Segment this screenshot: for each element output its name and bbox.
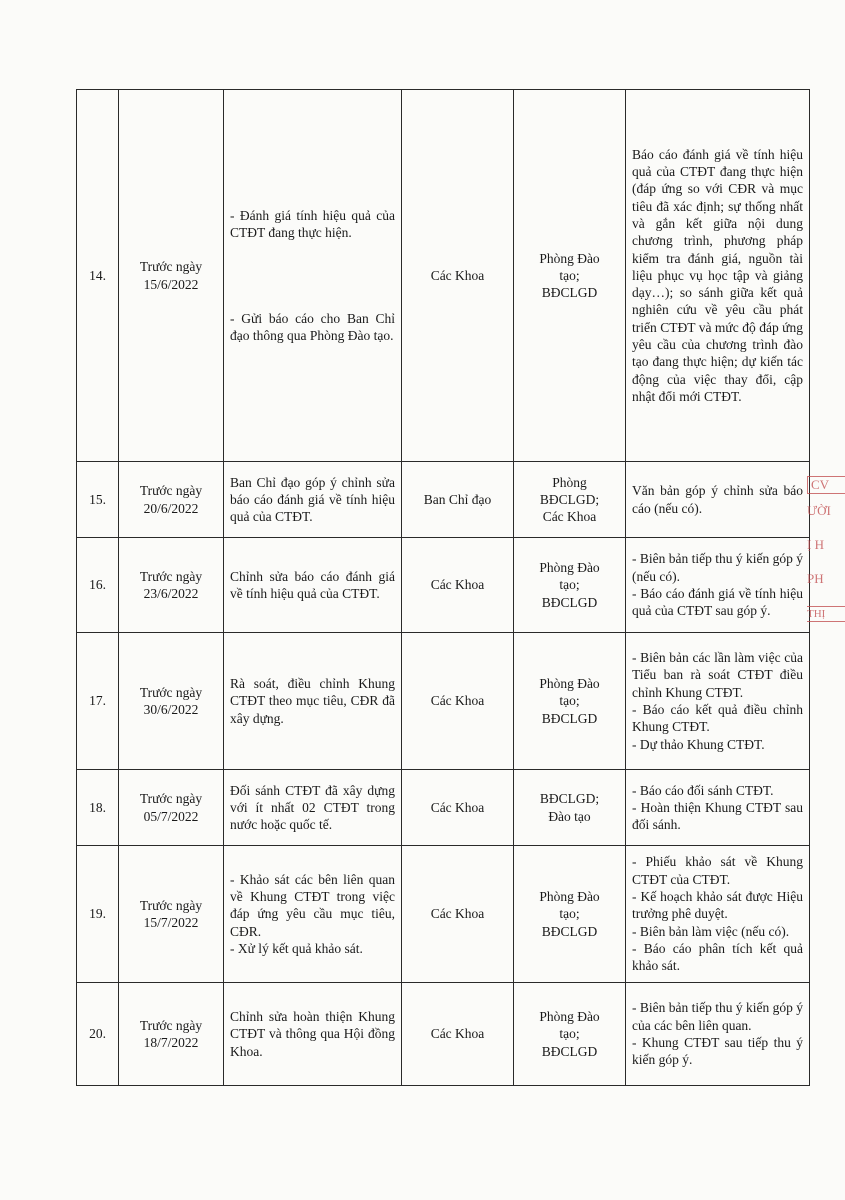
- task-text: - Gửi báo cáo cho Ban Chỉ đạo thông qua Phòng Đào tạo.: [230, 310, 395, 343]
- output-text: - Khung CTĐT sau tiếp thu ý kiến góp ý.: [632, 1035, 803, 1068]
- responsible-unit: Ban Chỉ đạo: [423, 491, 492, 507]
- row-number-cell: [77, 983, 119, 1086]
- responsible-unit: Các Khoa: [430, 577, 485, 593]
- task-cell: [224, 633, 402, 770]
- deadline-text: 15/6/2022: [143, 276, 199, 292]
- table-row: [77, 538, 810, 633]
- output-text: - Báo cáo kết quả điều chỉnh Khung CTĐT.: [632, 702, 803, 735]
- output-text: Văn bản góp ý chỉnh sửa báo cáo (nếu có).: [632, 483, 803, 516]
- output-cell: [626, 538, 810, 633]
- stamp-text-3: Ị H: [807, 537, 824, 552]
- stamp-text-5: THỊ: [807, 606, 845, 622]
- task-text: Rà soát, điều chỉnh Khung CTĐT theo mục tiêu, CĐR đã xây dựng.: [230, 676, 395, 726]
- responsible-unit-cell: [402, 983, 514, 1086]
- output-text: - Biên bản các lần làm việc của Tiểu ban rà soát CTĐT điều chỉnh Khung CTĐT.: [632, 650, 803, 700]
- row-number-cell: [77, 90, 119, 462]
- deadline-cell: [119, 846, 224, 983]
- output-text: - Báo cáo đánh giá về tính hiệu quả của CTĐT sau góp ý.: [632, 586, 803, 619]
- task-text: Chỉnh sửa báo cáo đánh giá về tính hiệu quả của CTĐT.: [230, 568, 395, 601]
- deadline-text: 23/6/2022: [143, 586, 199, 601]
- table-row: [77, 846, 810, 983]
- output-cell: [626, 983, 810, 1086]
- deadline-text: 30/6/2022: [143, 702, 199, 717]
- task-text: Đối sánh CTĐT đã xây dựng với ít nhất 02 CTĐT trong nước hoặc quốc tế.: [230, 782, 395, 833]
- output-cell: [626, 462, 810, 538]
- coordinating-unit: tạo;: [559, 577, 580, 593]
- coordinating-unit-cell: [514, 633, 626, 770]
- output-cell: [626, 846, 810, 983]
- task-text: - Đánh giá tính hiệu quả của CTĐT đang thực hiện.: [230, 207, 395, 241]
- responsible-unit: Các Khoa: [430, 906, 485, 922]
- coordinating-unit-cell: [514, 983, 626, 1086]
- deadline-text: Trước ngày: [139, 897, 203, 913]
- responsible-unit-cell: [402, 90, 514, 462]
- coordinating-unit: tạo;: [559, 1026, 580, 1042]
- row-number: 15.: [89, 491, 106, 507]
- deadline-cell: [119, 633, 224, 770]
- row-number-cell: [77, 462, 119, 538]
- deadline-cell: [119, 462, 224, 538]
- deadline-text: Trước ngày: [139, 1017, 203, 1033]
- task-cell: [224, 983, 402, 1086]
- table-row: [77, 633, 810, 770]
- coordinating-unit: Phòng Đào: [539, 560, 600, 576]
- stamp-text-4: PH: [807, 571, 824, 586]
- output-text: - Dự thảo Khung CTĐT.: [632, 736, 765, 752]
- task-cell: [224, 538, 402, 633]
- row-number: 17.: [89, 693, 106, 709]
- coordinating-unit: BĐCLGD;: [539, 491, 600, 507]
- table-row: [77, 462, 810, 538]
- coordinating-unit-cell: [514, 90, 626, 462]
- deadline-text: 15/7/2022: [143, 915, 199, 930]
- coordinating-unit-cell: [514, 538, 626, 633]
- table-row: [77, 90, 810, 462]
- coordinating-unit-cell: [514, 462, 626, 538]
- coordinating-unit: BĐCLGD;: [539, 791, 600, 807]
- responsible-unit-cell: [402, 770, 514, 846]
- output-cell: [626, 633, 810, 770]
- deadline-text: 20/6/2022: [143, 500, 199, 516]
- responsible-unit-cell: [402, 633, 514, 770]
- deadline-text: 18/7/2022: [143, 1035, 199, 1050]
- coordinating-unit: Phòng Đào: [539, 1009, 600, 1025]
- coordinating-unit: Phòng Đào: [539, 889, 600, 905]
- coordinating-unit-cell: [514, 770, 626, 846]
- responsible-unit: Các Khoa: [430, 267, 485, 283]
- output-text: - Biên bản tiếp thu ý kiến góp ý của các bên liên quan.: [632, 1000, 803, 1033]
- output-text: - Biên bản tiếp thu ý kiến góp ý (nếu có).: [632, 551, 803, 584]
- row-number: 14.: [89, 267, 106, 283]
- responsible-unit-cell: [402, 846, 514, 983]
- output-text: - Biên bản làm việc (nếu có).: [632, 923, 790, 939]
- deadline-cell: [119, 538, 224, 633]
- task-cell: [224, 90, 402, 462]
- task-cell: [224, 462, 402, 538]
- responsible-unit: Các Khoa: [430, 1026, 485, 1042]
- coordinating-unit: tạo;: [559, 693, 580, 709]
- responsible-unit: Các Khoa: [430, 799, 485, 815]
- deadline-cell: [119, 983, 224, 1086]
- output-text: - Kế hoạch khảo sát được Hiệu trưởng phê duyệt.: [632, 889, 803, 922]
- task-text: Chỉnh sửa hoàn thiện Khung CTĐT và thông qua Hội đồng Khoa.: [230, 1009, 395, 1059]
- task-text: - Xử lý kết quả khảo sát.: [230, 940, 363, 956]
- task-cell: [224, 846, 402, 983]
- stamp-text-1: CV: [807, 476, 845, 494]
- coordinating-unit: Phòng Đào: [539, 250, 600, 266]
- table-row: [77, 770, 810, 846]
- output-text: - Hoàn thiện Khung CTĐT sau đối sánh.: [632, 799, 803, 833]
- table-row: [77, 983, 810, 1086]
- task-text: - Khảo sát các bên liên quan về Khung CTĐT trong việc đáp ứng yêu cầu mục tiêu, CĐR.: [230, 871, 395, 939]
- deadline-cell: [119, 770, 224, 846]
- deadline-text: 05/7/2022: [143, 808, 199, 824]
- coordinating-unit: Phòng: [552, 474, 587, 490]
- coordinating-unit: tạo;: [559, 267, 580, 283]
- output-text: Báo cáo đánh giá về tính hiệu quả của CTĐT đang thực hiện (đáp ứng so với CĐR và mục tiêu đã xác định; sự thống nhất và gắn kết giữa nội dung chương trình, phương pháp kiểm tra đánh giá, nguồn tài liệu phục vụ học tập và giảng dạy…); so sánh giữa kết quả nghiên cứu về yêu cầu phát triển CTĐT và mức độ đáp ứng yêu cầu của chương trình đào tạo đang thực hiện; dự kiến tác động của việc thay đổi, cập nhật đổi mới CTĐT.: [632, 146, 803, 404]
- spacer: [230, 242, 395, 310]
- deadline-text: Trước ngày: [139, 259, 203, 275]
- output-text: - Phiếu khảo sát về Khung CTĐT của CTĐT.: [632, 854, 803, 887]
- row-number: 20.: [89, 1026, 106, 1042]
- row-number-cell: [77, 770, 119, 846]
- row-number: 16.: [89, 577, 106, 593]
- deadline-text: Trước ngày: [139, 791, 203, 807]
- responsible-unit-cell: [402, 538, 514, 633]
- coordinating-unit: BĐCLGD: [541, 923, 598, 939]
- row-number: 19.: [89, 906, 106, 922]
- responsible-unit-cell: [402, 462, 514, 538]
- output-cell: [626, 90, 810, 462]
- deadline-text: Trước ngày: [139, 568, 203, 584]
- coordinating-unit-cell: [514, 846, 626, 983]
- coordinating-unit: Các Khoa: [542, 509, 597, 525]
- row-number-cell: [77, 846, 119, 983]
- coordinating-unit: BĐCLGD: [541, 594, 598, 610]
- row-number: 18.: [89, 799, 106, 815]
- plan-table: [76, 89, 810, 1086]
- deadline-text: Trước ngày: [139, 684, 203, 700]
- coordinating-unit: Phòng Đào: [539, 676, 600, 692]
- coordinating-unit: Đào tạo: [548, 808, 591, 824]
- output-text: - Báo cáo đối sánh CTĐT.: [632, 782, 774, 798]
- coordinating-unit: BĐCLGD: [541, 1043, 598, 1059]
- task-cell: [224, 770, 402, 846]
- stamp-text-2: ƯỜI: [807, 503, 831, 518]
- red-stamp-fragment: [807, 470, 845, 660]
- deadline-text: Trước ngày: [139, 483, 203, 499]
- output-text: - Báo cáo phân tích kết quả khảo sát.: [632, 940, 803, 974]
- output-cell: [626, 770, 810, 846]
- task-text: Ban Chỉ đạo góp ý chỉnh sửa báo cáo đánh giá về tính hiệu quả của CTĐT.: [230, 474, 395, 525]
- coordinating-unit: BĐCLGD: [541, 710, 598, 726]
- deadline-cell: [119, 90, 224, 462]
- row-number-cell: [77, 633, 119, 770]
- row-number-cell: [77, 538, 119, 633]
- coordinating-unit: BĐCLGD: [541, 285, 598, 301]
- coordinating-unit: tạo;: [559, 906, 580, 922]
- responsible-unit: Các Khoa: [430, 693, 485, 709]
